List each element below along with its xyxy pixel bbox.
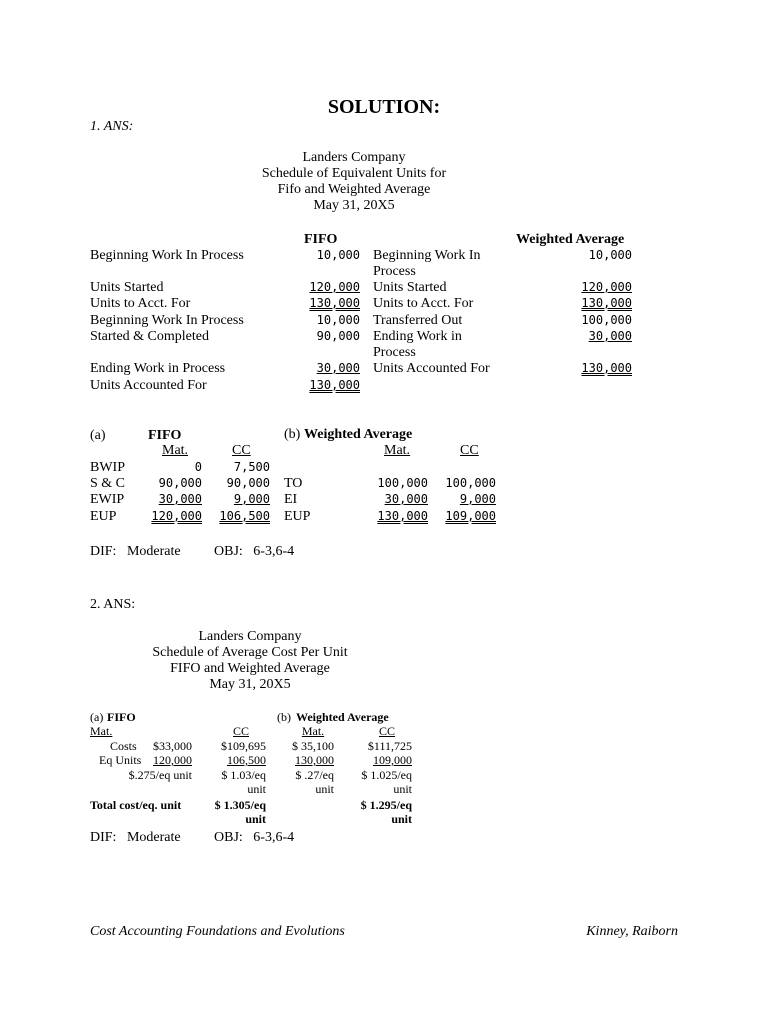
fifo-row-value: 10,000 xyxy=(316,248,360,262)
fifo-row-value: 130,000 xyxy=(309,296,360,310)
mat-value: 0 xyxy=(194,460,202,474)
q1-difficulty: DIF: Moderate xyxy=(90,544,181,559)
wa-row-label: Units to Acct. For xyxy=(373,296,474,311)
fifo-row-label: Started & Completed xyxy=(90,329,209,344)
schedule-title: Schedule of Equivalent Units for xyxy=(261,166,447,181)
schedule-subtitle: Fifo and Weighted Average xyxy=(277,182,431,197)
wa-row-label: Units Accounted For xyxy=(373,361,490,376)
col-mat: Mat. xyxy=(90,724,113,738)
schedule-subtitle: FIFO and Weighted Average xyxy=(170,661,330,676)
fifo-row-label: Beginning Work In Process xyxy=(90,313,244,328)
part-a-title: FIFO xyxy=(148,428,182,443)
cc-value: 9,000 xyxy=(459,492,496,506)
col-cc: CC xyxy=(232,724,249,738)
wa-unit-cc: $ 1.025/eq unit xyxy=(361,768,412,796)
cc-value: 106,500 xyxy=(219,509,270,523)
col-cc: CC xyxy=(232,443,251,458)
fifo-eq-mat: 120,000 xyxy=(153,753,192,767)
row-label: EWIP xyxy=(90,492,125,507)
wa-row-label: Units Started xyxy=(373,280,447,295)
mat-value: 100,000 xyxy=(377,476,428,490)
row-label: EI xyxy=(284,492,298,507)
mat-value: 90,000 xyxy=(158,476,202,490)
cc-value: 100,000 xyxy=(445,476,496,490)
fifo-row-label: Units Started xyxy=(90,280,164,295)
cc-value: 109,000 xyxy=(445,509,496,523)
mat-value: 120,000 xyxy=(151,509,202,523)
a-label: (a) xyxy=(90,710,104,724)
wa-row-label: Beginning Work In Process xyxy=(373,248,481,279)
fifo-row-label: Units to Acct. For xyxy=(90,296,191,311)
row-label: TO xyxy=(284,476,303,491)
fifo-row-value: 30,000 xyxy=(316,361,360,375)
fifo-row-label: Units Accounted For xyxy=(90,378,207,393)
wa-eq-cc: 109,000 xyxy=(373,753,412,767)
footer-authors: Kinney, Raiborn xyxy=(586,924,678,939)
fifo-row-value: 10,000 xyxy=(316,313,360,327)
q1-label: 1. ANS: xyxy=(90,119,134,134)
wa-eq-mat: 130,000 xyxy=(295,753,334,767)
cc-value: 7,500 xyxy=(233,460,270,474)
fifo-row-label: Beginning Work In Process xyxy=(90,248,244,263)
part-a-label: (a) xyxy=(90,428,106,443)
mat-value: 30,000 xyxy=(158,492,202,506)
q2-objective: OBJ: 6-3,6-4 xyxy=(214,830,295,845)
q2-difficulty: DIF: Moderate xyxy=(90,830,181,845)
wa-unit-mat: $ .27/eq unit xyxy=(295,768,334,796)
wa-row-value: 100,000 xyxy=(581,313,632,327)
wa-costs-cc: $111,725 xyxy=(367,739,412,753)
b-label: (b) xyxy=(277,710,291,724)
fifo-row-label: Ending Work in Process xyxy=(90,361,226,376)
total-fifo: $ 1.305/eq unit xyxy=(214,798,266,826)
schedule-title: Schedule of Average Cost Per Unit xyxy=(152,645,348,660)
fifo-row-value: 130,000 xyxy=(309,378,360,392)
part-b-title: Weighted Average xyxy=(304,427,413,442)
col-cc: CC xyxy=(460,443,479,458)
wa-row-value: 130,000 xyxy=(581,361,632,375)
a-title: FIFO xyxy=(107,710,136,724)
q2-label: 2. ANS: xyxy=(90,597,136,612)
costs-label: Costs xyxy=(110,739,137,753)
col-cc: CC xyxy=(378,724,395,738)
fifo-unit-cc: $ 1.03/eq unit xyxy=(221,768,266,796)
fifo-costs-mat: $33,000 xyxy=(153,739,192,753)
q1-objective: OBJ: 6-3,6-4 xyxy=(214,544,295,559)
col-mat: Mat. xyxy=(162,443,189,458)
row-label: EUP xyxy=(90,509,117,524)
wa-costs-mat: $ 35,100 xyxy=(292,739,334,753)
fifo-costs-cc: $109,695 xyxy=(221,739,266,753)
wa-row-value: 30,000 xyxy=(588,329,632,343)
page-title: SOLUTION: xyxy=(327,96,441,118)
wa-row-value: 120,000 xyxy=(581,280,632,294)
footer-book-title: Cost Accounting Foundations and Evolutions xyxy=(90,924,345,939)
part-b-label: (b) xyxy=(284,427,301,442)
row-label: EUP xyxy=(284,509,311,524)
total-label: Total cost/eq. unit xyxy=(90,798,182,812)
schedule-date: May 31, 20X5 xyxy=(209,677,291,692)
fifo-heading: FIFO xyxy=(304,232,338,247)
fifo-eq-cc: 106,500 xyxy=(227,753,266,767)
b-title: Weighted Average xyxy=(296,710,389,724)
wa-row-value: 130,000 xyxy=(581,296,632,310)
wa-row-label: Ending Work in Process xyxy=(373,329,462,360)
company-name: Landers Company xyxy=(198,629,302,644)
wa-row-label: Transferred Out xyxy=(373,313,463,328)
col-mat: Mat. xyxy=(301,724,325,738)
fifo-unit-mat: $.275/eq unit xyxy=(128,768,192,782)
col-mat: Mat. xyxy=(384,443,411,458)
eq-units-label: Eq Units xyxy=(99,753,142,767)
mat-value: 130,000 xyxy=(377,509,428,523)
row-label: BWIP xyxy=(90,460,125,475)
row-label: S & C xyxy=(90,476,126,491)
total-wa: $ 1.295/eq unit xyxy=(360,798,412,826)
wa-row-value: 10,000 xyxy=(588,248,632,262)
company-name: Landers Company xyxy=(302,150,406,165)
cc-value: 90,000 xyxy=(226,476,270,490)
fifo-row-value: 90,000 xyxy=(316,329,360,343)
mat-value: 30,000 xyxy=(384,492,428,506)
weighted-average-heading: Weighted Average xyxy=(516,232,625,247)
fifo-row-value: 120,000 xyxy=(309,280,360,294)
cc-value: 9,000 xyxy=(233,492,270,506)
schedule-date: May 31, 20X5 xyxy=(313,198,395,213)
